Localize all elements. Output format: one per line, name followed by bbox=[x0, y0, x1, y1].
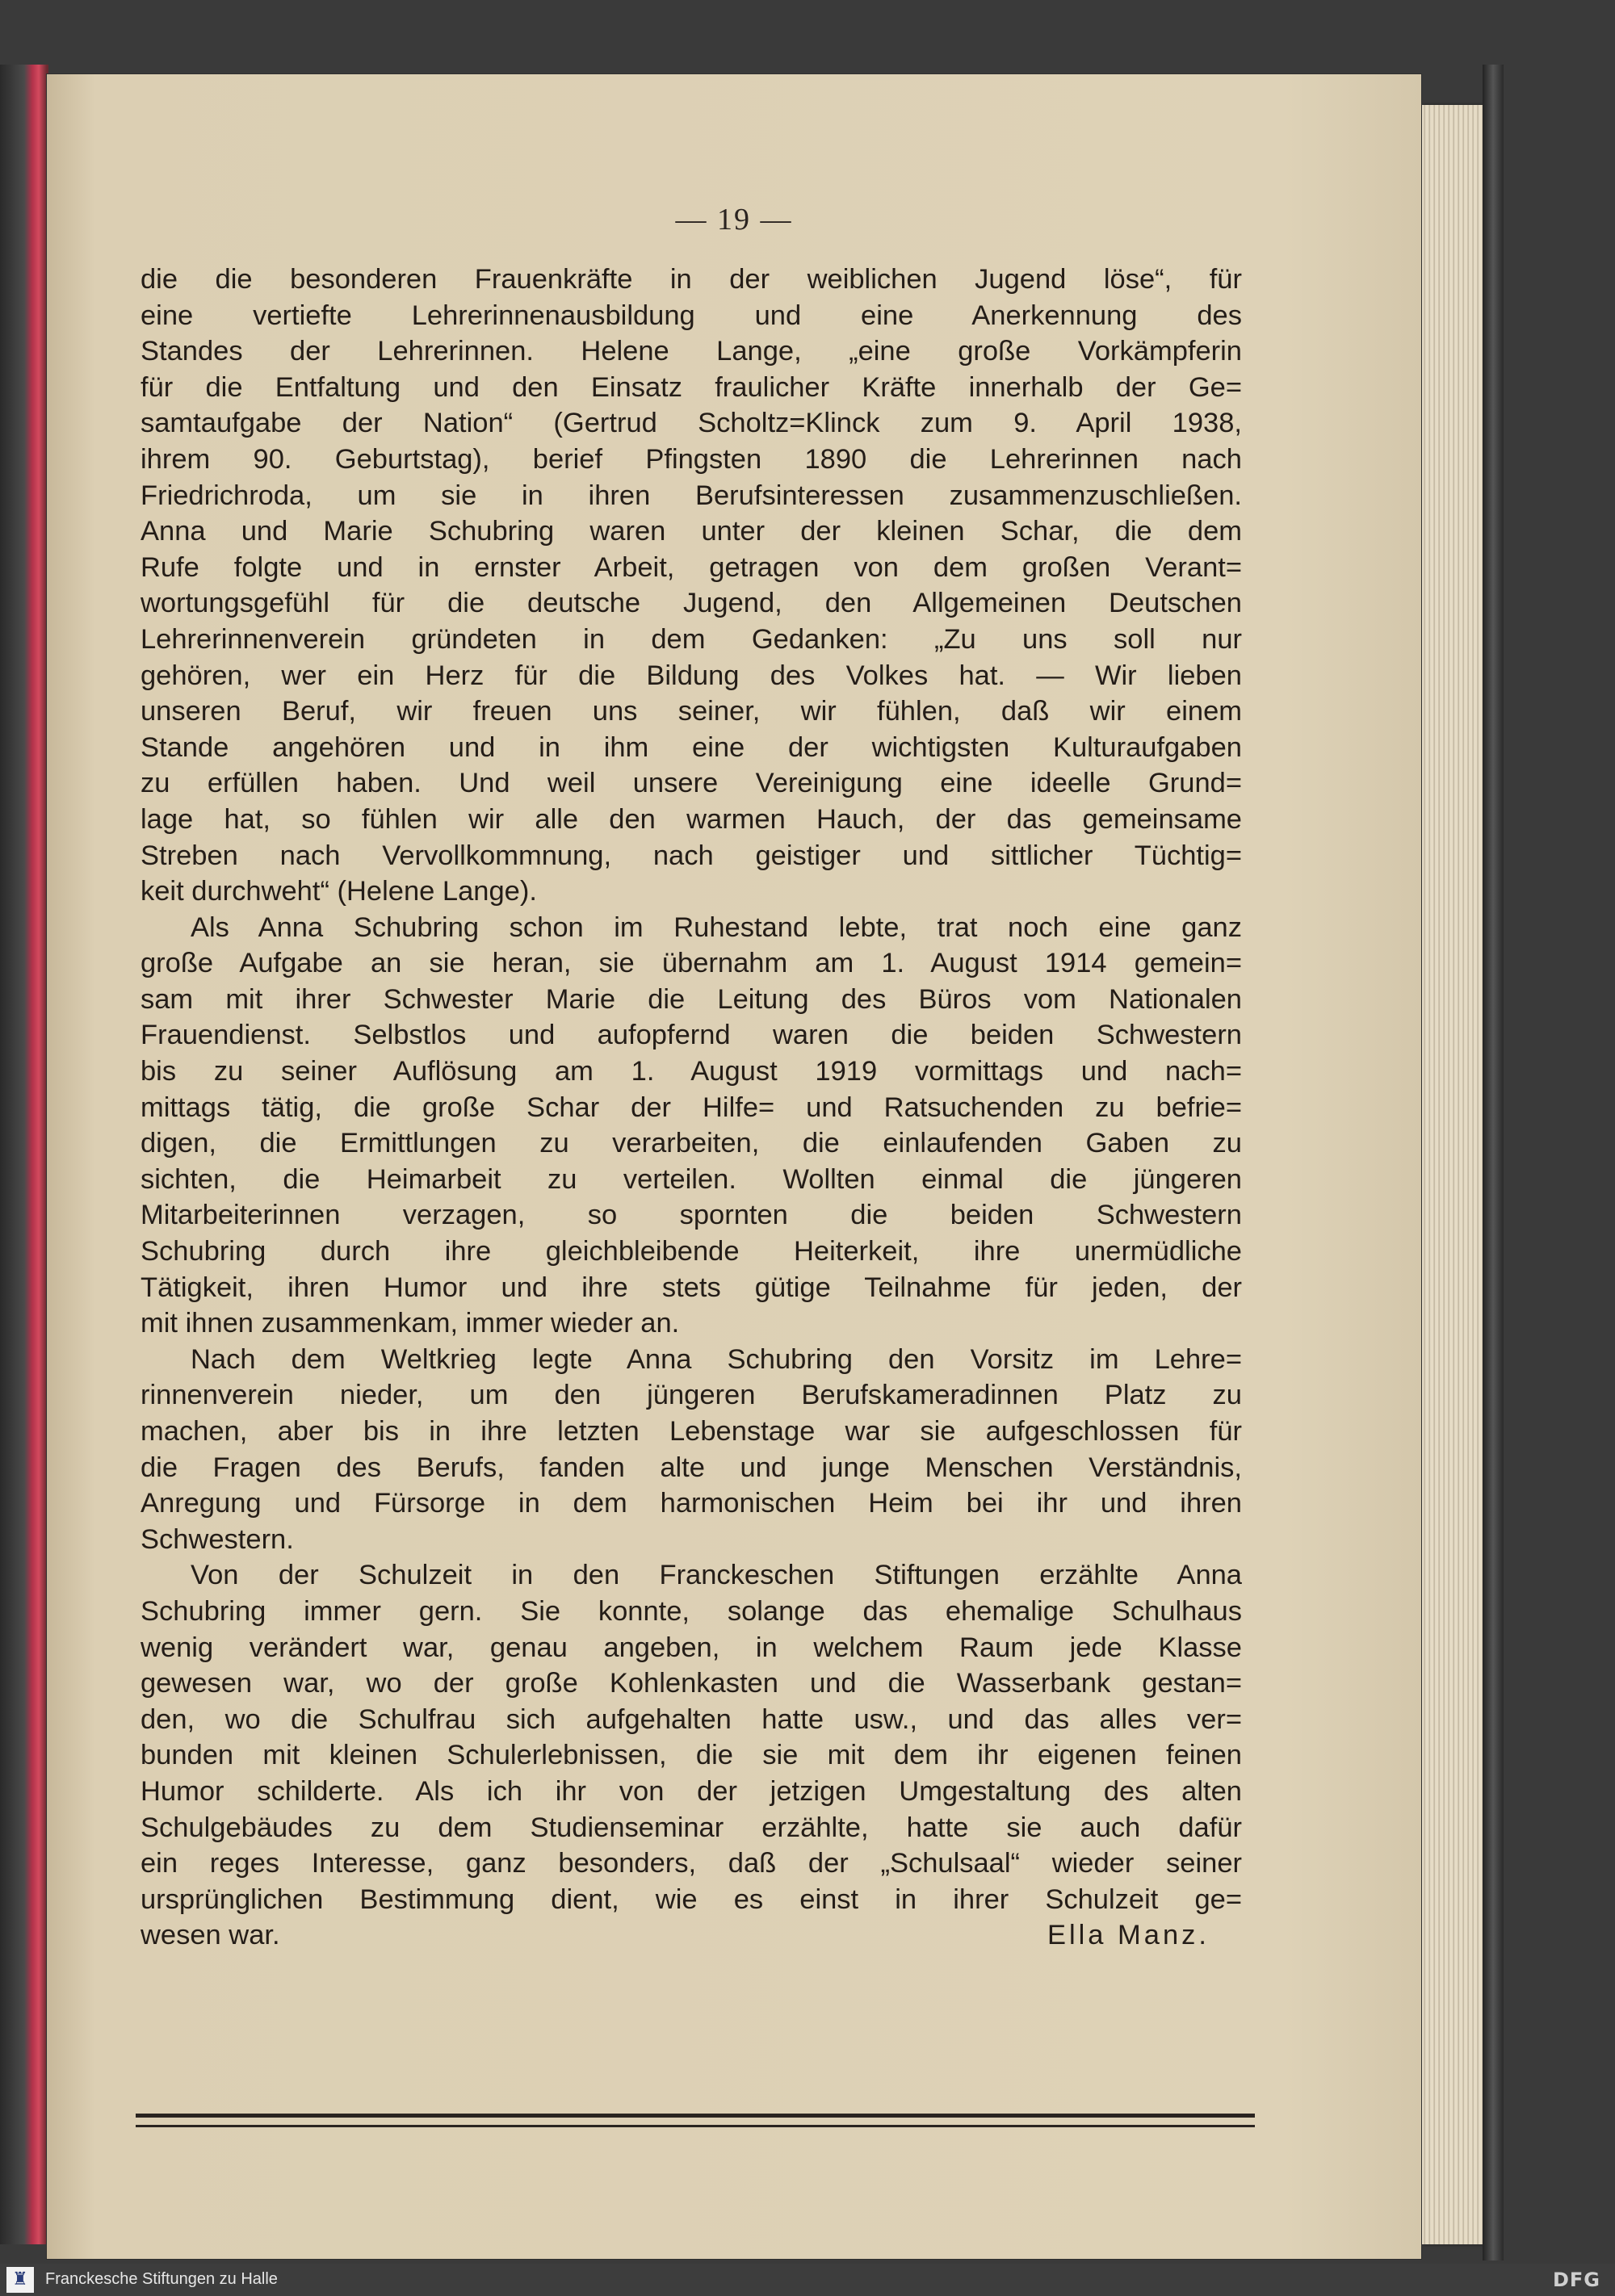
francke-logo-icon: ♜ bbox=[6, 2267, 34, 2293]
author-signature: Ella Manz. bbox=[1047, 1920, 1210, 1951]
text-line: Lehrerinnenverein gründeten in dem Gedanken: „Zu uns soll nur bbox=[141, 623, 1242, 655]
text-line: ein reges Interesse, ganz besonders, daß der „Schulsaal“ wieder seiner bbox=[141, 1848, 1242, 1879]
text-line: eine vertiefte Lehrerinnenausbildung und eine Anerkennung des bbox=[141, 300, 1242, 331]
text-line: Humor schilderte. Als ich ihr von der jetzigen Umgestaltung des alten bbox=[141, 1775, 1242, 1807]
text-line: Nach dem Weltkrieg legte Anna Schubring den Vorsitz im Lehre= bbox=[191, 1343, 1242, 1375]
text-line: Streben nach Vervollkommnung, nach geistiger und sittlicher Tüchtig= bbox=[141, 840, 1242, 871]
text-line: sam mit ihrer Schwester Marie die Leitung des Büros vom Nationalen bbox=[141, 983, 1242, 1015]
text-line: Stande angehören und in ihm eine der wichtigsten Kulturaufgaben bbox=[141, 731, 1242, 763]
book-page bbox=[47, 74, 1421, 2259]
text-line: Rufe folgte und in ernster Arbeit, getragen von dem großen Verant= bbox=[141, 551, 1242, 583]
text-line: Von der Schulzeit in den Franckeschen Stiftungen erzählte Anna bbox=[191, 1560, 1242, 1591]
page-number: — 19 — bbox=[675, 203, 793, 237]
text-line: Schubring immer gern. Sie konnte, solange das ehemalige Schulhaus bbox=[141, 1595, 1242, 1627]
text-line: den, wo die Schulfrau sich aufgehalten hatte usw., und das alles ver= bbox=[141, 1703, 1242, 1735]
text-line: Schwestern. bbox=[141, 1523, 294, 1555]
text-line: keit durchweht“ (Helene Lange). bbox=[141, 876, 537, 907]
paragraph-4 bbox=[141, 1557, 1242, 1954]
paragraph-2 bbox=[141, 910, 1242, 1342]
closing-line bbox=[141, 1917, 1242, 1954]
text-line: Als Anna Schubring schon im Ruhestand lebte, trat noch eine ganz bbox=[191, 911, 1242, 943]
text-line: wortungsgefühl für die deutsche Jugend, den Allgemeinen Deutschen bbox=[141, 588, 1242, 619]
closing-rule-thin bbox=[136, 2125, 1255, 2127]
text-line: Frauendienst. Selbstlos und aufopfernd waren die beiden Schwestern bbox=[141, 1020, 1242, 1051]
text-line: große Aufgabe an sie heran, sie übernahm am 1. August 1914 gemein= bbox=[141, 948, 1242, 979]
paragraph-3 bbox=[141, 1342, 1242, 1558]
text-line: wesen war. bbox=[141, 1920, 280, 1951]
text-line: Friedrichroda, um sie in ihren Berufsinteressen zusammenzuschließen. bbox=[141, 480, 1242, 511]
text-line: rinnenverein nieder, um den jüngeren Berufskameradinnen Platz zu bbox=[141, 1380, 1242, 1411]
text-line: die die besonderen Frauenkräfte in der weiblichen Jugend löse“, für bbox=[141, 264, 1242, 295]
closing-rule-thick bbox=[136, 2114, 1255, 2118]
text-line: zu erfüllen haben. Und weil unsere Vereinigung eine ideelle Grund= bbox=[141, 768, 1242, 799]
footer-institution[interactable]: Franckesche Stiftungen zu Halle bbox=[45, 2270, 278, 2288]
page-edges bbox=[1421, 105, 1483, 2244]
text-line: Anregung und Fürsorge in dem harmonischen Heim bei ihr und ihren bbox=[141, 1488, 1242, 1519]
text-line: Schulgebäudes zu dem Studienseminar erzählte, hatte sie auch dafür bbox=[141, 1812, 1242, 1843]
text-line: mittags tätig, die große Schar der Hilfe= und Ratsuchenden zu befrie= bbox=[141, 1091, 1242, 1123]
text-line: gewesen war, wo der große Kohlenkasten und die Wasserbank gestan= bbox=[141, 1668, 1242, 1699]
text-line: mit ihnen zusammenkam, immer wieder an. bbox=[141, 1308, 680, 1339]
text-line: wenig verändert war, genau angeben, in welchem Raum jede Klasse bbox=[141, 1632, 1242, 1663]
book-cover-left bbox=[0, 65, 48, 2244]
text-line: digen, die Ermittlungen zu verarbeiten, die einlaufenden Gaben zu bbox=[141, 1128, 1242, 1159]
text-line: ihrem 90. Geburtstag), berief Pfingsten 1890 die Lehrerinnen nach bbox=[141, 443, 1242, 475]
book-cover-right bbox=[1483, 65, 1504, 2260]
text-line: bunden mit kleinen Schulerlebnissen, die sie mit dem ihr eigenen feinen bbox=[141, 1740, 1242, 1771]
text-line: unseren Beruf, wir freuen uns seiner, wir fühlen, daß wir einem bbox=[141, 696, 1242, 727]
text-line: Schubring durch ihre gleichbleibende Heiterkeit, ihre unermüdliche bbox=[141, 1236, 1242, 1267]
text-line: gehören, wer ein Herz für die Bildung des Volkes hat. — Wir lieben bbox=[141, 660, 1242, 691]
text-line: für die Entfaltung und den Einsatz fraulicher Kräfte innerhalb der Ge= bbox=[141, 371, 1242, 403]
text-line: Anna und Marie Schubring waren unter der kleinen Schar, die dem bbox=[141, 516, 1242, 547]
text-line: Mitarbeiterinnen verzagen, so spornten die beiden Schwestern bbox=[141, 1200, 1242, 1231]
text-line: die Fragen des Berufs, fanden alte und junge Menschen Verständnis, bbox=[141, 1452, 1242, 1483]
text-line: sichten, die Heimarbeit zu verteilen. Wollten einmal die jüngeren bbox=[141, 1163, 1242, 1195]
text-line: samtaufgabe der Nation“ (Gertrud Scholtz=Klinck zum 9. April 1938, bbox=[141, 408, 1242, 439]
text-line: Tätigkeit, ihren Humor und ihre stets gütige Teilnahme für jeden, der bbox=[141, 1272, 1242, 1303]
text-line: ursprünglichen Bestimmung dient, wie es einst in ihrer Schulzeit ge= bbox=[141, 1883, 1242, 1915]
text-line: lage hat, so fühlen wir alle den warmen Hauch, der das gemeinsame bbox=[141, 803, 1242, 835]
dfg-logo: DFG bbox=[1552, 2269, 1600, 2291]
text-line: bis zu seiner Auflösung am 1. August 1919 vormittags und nach= bbox=[141, 1056, 1242, 1087]
text-line: machen, aber bis in ihre letzten Lebenstage war sie aufgeschlossen für bbox=[141, 1416, 1242, 1447]
paragraph-1 bbox=[141, 262, 1242, 910]
text-line: Standes der Lehrerinnen. Helene Lange, „eine große Vorkämpferin bbox=[141, 336, 1242, 367]
body-text bbox=[141, 262, 1242, 1954]
